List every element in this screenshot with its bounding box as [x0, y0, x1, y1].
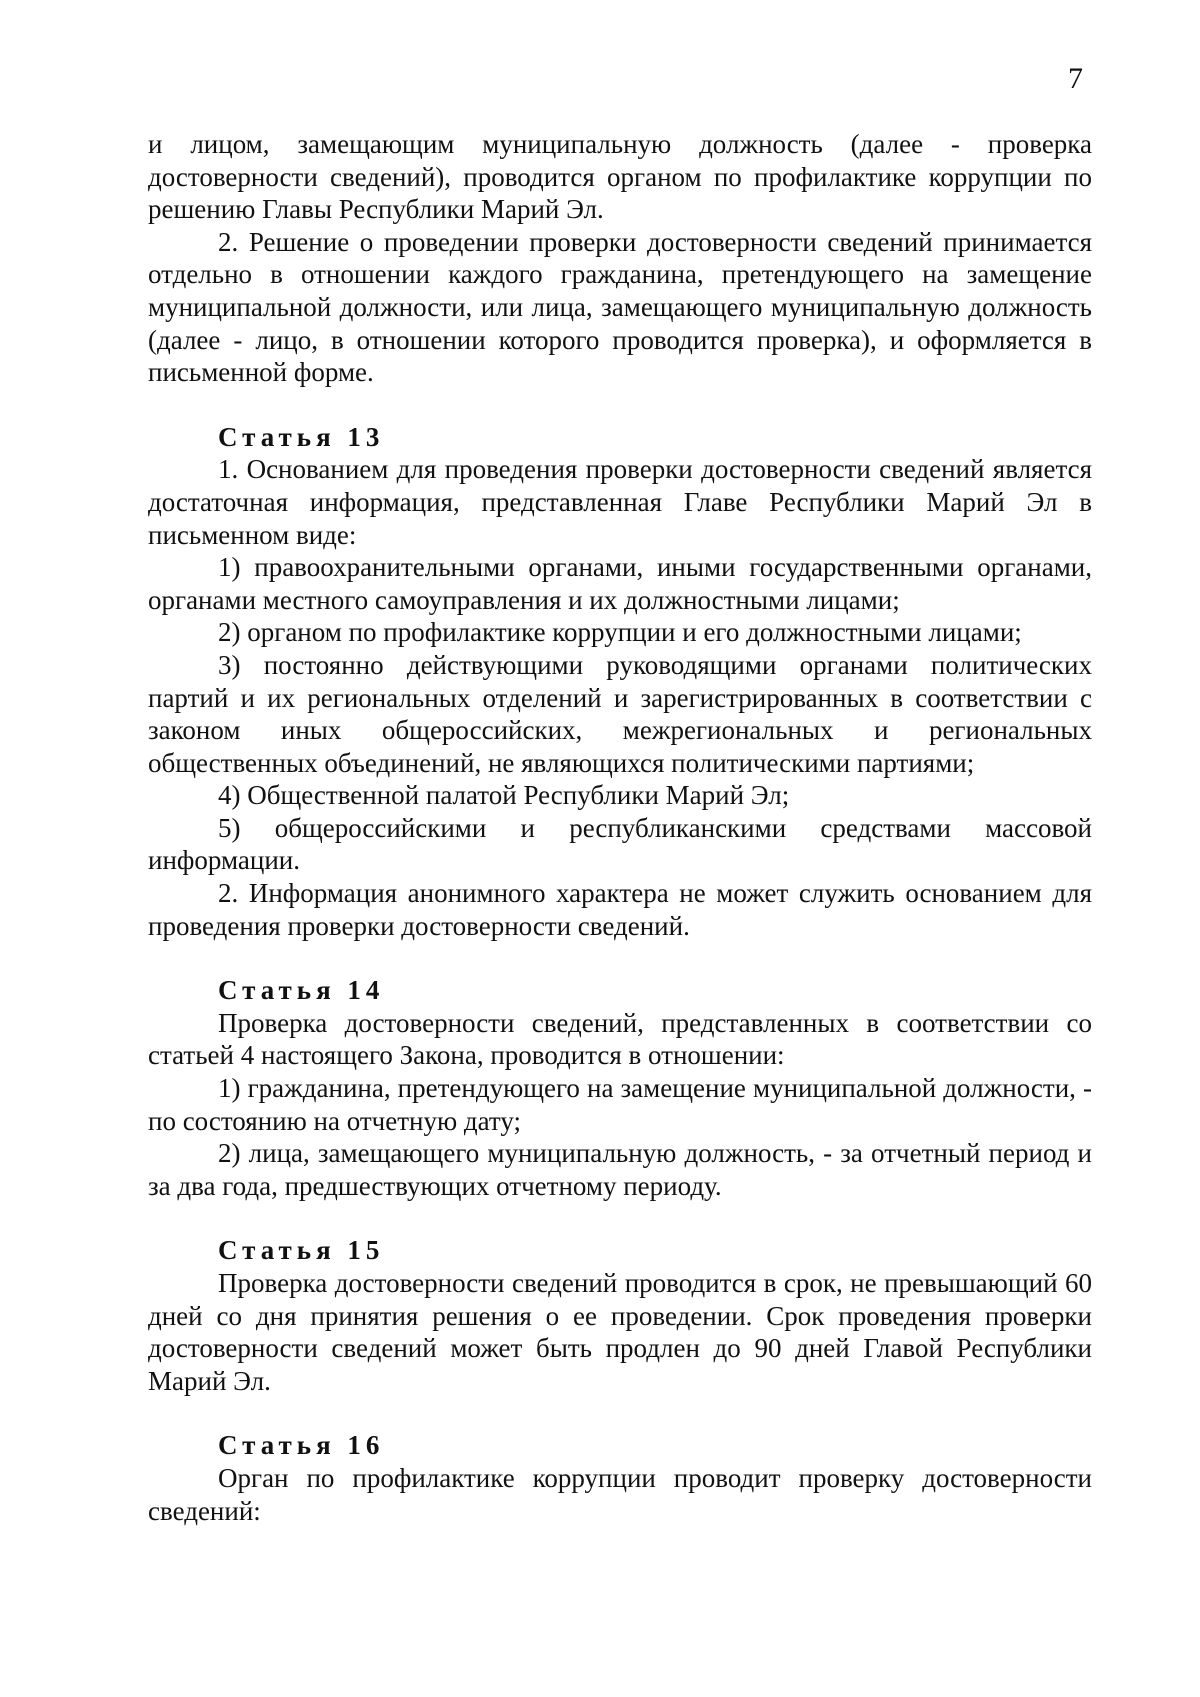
article-paragraph: Проверка достоверности сведений проводится в срок, не превышающий 60 дней со дня принятия решения о ее проведении. Срок проведения проверки достоверности сведений может быть продлен до 90 дней Главой Республики Марий Эл.: [148, 1268, 1092, 1396]
article-heading: Статья 15: [218, 1235, 385, 1266]
article-heading: Статья 14: [218, 975, 385, 1006]
article-14: [148, 974, 1092, 1202]
intro-paragraph: и лицом, замещающим муниципальную должность (далее - проверка достоверности сведений), проводится органом по профилактике коррупции по решению Главы Республики Марий Эл.: [148, 129, 1092, 225]
page-number: 7: [1068, 62, 1083, 95]
list-item: 2) лица, замещающего муниципальную должность, - за отчетный период и за два года, предшествующих отчетному периоду.: [148, 1138, 1092, 1201]
article-heading: Статья 16: [218, 1430, 385, 1461]
list-item: 5) общероссийскими и республиканскими средствами массовой информации.: [148, 812, 1092, 876]
article-15: [148, 1234, 1092, 1397]
article-paragraph: Орган по профилактике коррупции проводит проверку достоверности сведений:: [148, 1462, 1092, 1526]
article-13: [148, 421, 1092, 943]
list-item: 3) постоянно действующими руководящими органами политических партий и их региональных отделений и зарегистрированных в соответствии с законом иных общероссийских, межрегиональных и региональных общественных объединений, не являющихся политическими партиями;: [148, 649, 1092, 778]
article-16: [148, 1429, 1092, 1527]
document-body: [148, 128, 1092, 1527]
article-paragraph: Проверка достоверности сведений, представленных в соответствии со статьей 4 настоящего Закона, проводится в отношении:: [148, 1007, 1092, 1071]
article-paragraph: 2. Информация анонимного характера не может служить основанием для проведения проверки достоверности сведений.: [148, 878, 1092, 941]
article-heading: Статья 13: [218, 421, 385, 452]
list-item: 2) органом по профилактике коррупции и его должностными лицами;: [218, 617, 1022, 648]
list-item: 1) гражданина, претендующего на замещение муниципальной должности, - по состоянию на отчетную дату;: [148, 1073, 1092, 1136]
intro-paragraph: 2. Решение о проведении проверки достоверности сведений принимается отдельно в отношении каждого гражданина, претендующего на замещение муниципальной должности, или лица, замещающего муниципальную должность (далее - лицо, в отношении которого проводится проверка), и оформляется в письменной форме.: [148, 226, 1092, 388]
article-paragraph: 1. Основанием для проведения проверки достоверности сведений является достаточная информация, представленная Главе Республики Марий Эл в письменном виде:: [148, 454, 1092, 550]
list-item: 1) правоохранительными органами, иными государственными органами, органами местного самоуправления и их должностными лицами;: [148, 552, 1092, 615]
list-item: 4) Общественной палатой Республики Марий Эл;: [218, 780, 790, 811]
